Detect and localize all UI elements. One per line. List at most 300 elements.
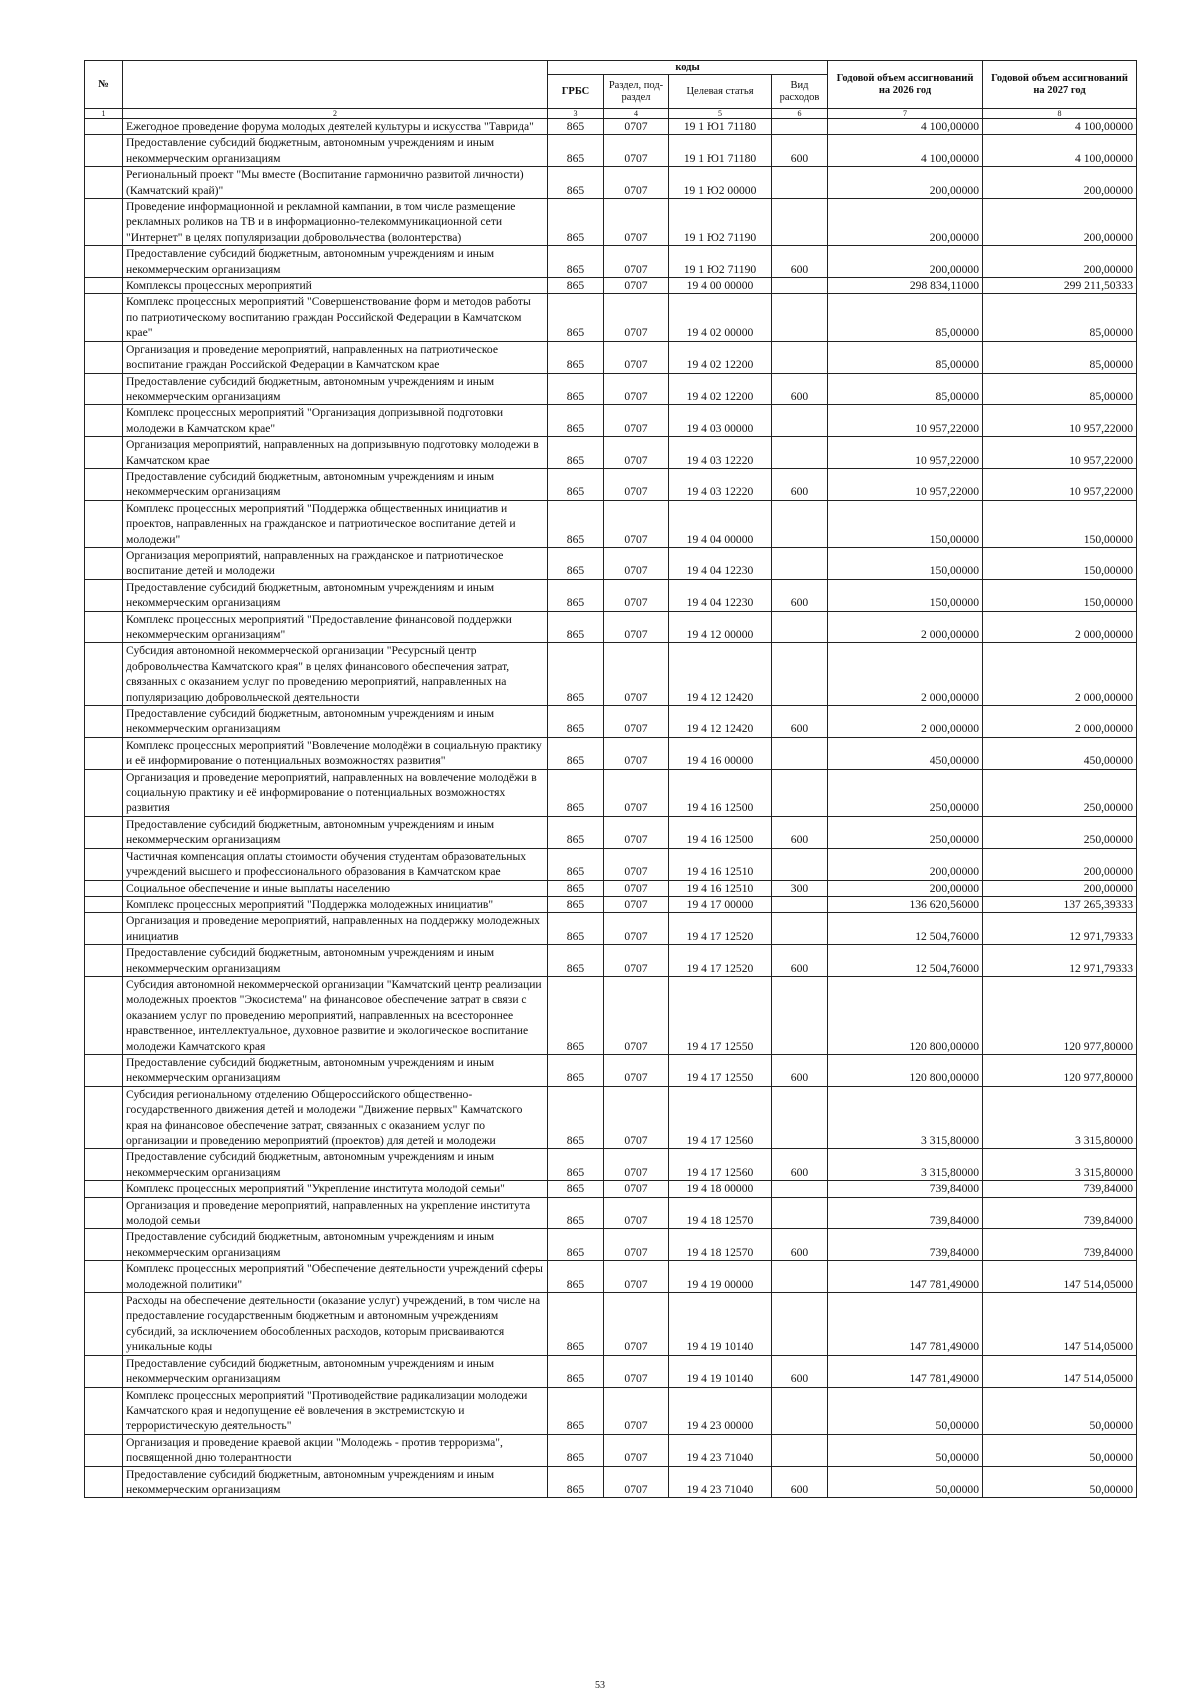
table-row: [85, 769, 1137, 816]
header-2026: Годовой объем ассигнований на 2026 год: [828, 61, 983, 109]
row-amount-2027: 150,00000: [983, 579, 1137, 611]
row-amount-2026: 739,84000: [828, 1229, 983, 1261]
row-target-article: 19 4 03 12220: [669, 468, 772, 500]
row-name: Организация мероприятий, направленных на допризывную подготовку молодежи в Камчатском крае: [123, 437, 548, 469]
row-name: Предоставление субсидий бюджетным, автономным учреждениям и иным некоммерческим организациям: [123, 1229, 548, 1261]
row-amount-2027: 10 957,22000: [983, 437, 1137, 469]
row-section: 0707: [604, 1355, 669, 1387]
row-number: [85, 769, 123, 816]
row-number: [85, 1466, 123, 1498]
row-amount-2026: 85,00000: [828, 294, 983, 341]
table-row: [85, 848, 1137, 880]
row-amount-2027: 200,00000: [983, 246, 1137, 278]
row-amount-2026: 50,00000: [828, 1434, 983, 1466]
colnum: 3: [548, 109, 604, 119]
column-numbers-row: [85, 109, 1137, 119]
row-number: [85, 341, 123, 373]
row-grbs: 865: [548, 468, 604, 500]
row-name: Комплекс процессных мероприятий "Поддержка общественных инициатив и проектов, направленных на гражданское и патриотическое воспитание детей и молодежи": [123, 500, 548, 547]
row-number: [85, 1149, 123, 1181]
row-amount-2027: 4 100,00000: [983, 135, 1137, 167]
row-amount-2027: 250,00000: [983, 816, 1137, 848]
row-amount-2027: 50,00000: [983, 1387, 1137, 1434]
row-target-article: 19 4 17 12520: [669, 913, 772, 945]
table-row: [85, 643, 1137, 706]
row-grbs: 865: [548, 1054, 604, 1086]
row-name: Комплекс процессных мероприятий "Вовлечение молодёжи в социальную практику и её информирование о потенциальных возможностях развития": [123, 737, 548, 769]
row-amount-2026: 85,00000: [828, 373, 983, 405]
row-number: [85, 1434, 123, 1466]
row-amount-2026: 3 315,80000: [828, 1086, 983, 1149]
row-expense-type: [772, 848, 828, 880]
row-name: Комплекс процессных мероприятий "Организация допризывной подготовки молодежи в Камчатском крае": [123, 405, 548, 437]
colnum: 8: [983, 109, 1137, 119]
row-expense-type: [772, 278, 828, 294]
row-grbs: 865: [548, 611, 604, 643]
row-target-article: 19 4 16 12510: [669, 880, 772, 896]
row-amount-2027: 2 000,00000: [983, 611, 1137, 643]
table-row: [85, 246, 1137, 278]
row-section: 0707: [604, 848, 669, 880]
row-grbs: 865: [548, 1181, 604, 1197]
row-amount-2026: 250,00000: [828, 769, 983, 816]
row-expense-type: [772, 199, 828, 246]
row-amount-2027: 739,84000: [983, 1181, 1137, 1197]
row-expense-type: 600: [772, 1466, 828, 1498]
colnum: 5: [669, 109, 772, 119]
row-target-article: 19 4 19 00000: [669, 1261, 772, 1293]
row-name: Комплекс процессных мероприятий "Совершенствование форм и методов работы по патриотическому воспитанию граждан Российской Федерации в Камчатском крае": [123, 294, 548, 341]
row-amount-2026: 3 315,80000: [828, 1149, 983, 1181]
table-row: [85, 816, 1137, 848]
row-expense-type: 600: [772, 373, 828, 405]
row-section: 0707: [604, 405, 669, 437]
row-section: 0707: [604, 547, 669, 579]
colnum: 2: [123, 109, 548, 119]
row-number: [85, 199, 123, 246]
row-amount-2026: 10 957,22000: [828, 437, 983, 469]
budget-sheet: [84, 60, 1136, 1498]
row-target-article: 19 4 17 12550: [669, 976, 772, 1054]
row-grbs: 865: [548, 1466, 604, 1498]
row-name: Предоставление субсидий бюджетным, автономным учреждениям и иным некоммерческим организациям: [123, 1466, 548, 1498]
row-section: 0707: [604, 643, 669, 706]
row-name: Предоставление субсидий бюджетным, автономным учреждениям и иным некоммерческим организациям: [123, 468, 548, 500]
row-amount-2026: 4 100,00000: [828, 135, 983, 167]
row-target-article: 19 4 04 00000: [669, 500, 772, 547]
row-grbs: 865: [548, 1387, 604, 1434]
row-section: 0707: [604, 1086, 669, 1149]
row-number: [85, 278, 123, 294]
row-amount-2027: 147 514,05000: [983, 1355, 1137, 1387]
row-number: [85, 913, 123, 945]
row-name: Организация и проведение мероприятий, направленных на укрепление института молодой семьи: [123, 1197, 548, 1229]
row-section: 0707: [604, 706, 669, 738]
row-grbs: 865: [548, 437, 604, 469]
row-target-article: 19 4 04 12230: [669, 547, 772, 579]
row-grbs: 865: [548, 1086, 604, 1149]
row-expense-type: 600: [772, 816, 828, 848]
row-expense-type: 600: [772, 1054, 828, 1086]
table-row: [85, 547, 1137, 579]
row-expense-type: 600: [772, 135, 828, 167]
table-row: [85, 706, 1137, 738]
table-row: [85, 1434, 1137, 1466]
row-amount-2027: 150,00000: [983, 500, 1137, 547]
row-target-article: 19 1 Ю1 71180: [669, 135, 772, 167]
row-amount-2026: 739,84000: [828, 1197, 983, 1229]
row-expense-type: [772, 1197, 828, 1229]
row-amount-2026: 12 504,76000: [828, 945, 983, 977]
table-row: [85, 1466, 1137, 1498]
row-expense-type: [772, 896, 828, 912]
row-grbs: 865: [548, 373, 604, 405]
row-expense-type: [772, 341, 828, 373]
row-expense-type: [772, 737, 828, 769]
row-amount-2027: 50,00000: [983, 1434, 1137, 1466]
table-row: [85, 500, 1137, 547]
table-row: [85, 1229, 1137, 1261]
row-expense-type: [772, 1387, 828, 1434]
header-target: Целевая статья: [669, 75, 772, 109]
row-amount-2027: 12 971,79333: [983, 945, 1137, 977]
row-amount-2027: 2 000,00000: [983, 706, 1137, 738]
row-grbs: 865: [548, 1261, 604, 1293]
row-section: 0707: [604, 769, 669, 816]
row-name: Предоставление субсидий бюджетным, автономным учреждениям и иным некоммерческим организациям: [123, 1355, 548, 1387]
row-amount-2026: 2 000,00000: [828, 706, 983, 738]
row-expense-type: [772, 643, 828, 706]
row-expense-type: 600: [772, 945, 828, 977]
table-row: [85, 294, 1137, 341]
row-name: Предоставление субсидий бюджетным, автономным учреждениям и иным некоммерческим организациям: [123, 579, 548, 611]
row-amount-2026: 50,00000: [828, 1466, 983, 1498]
row-amount-2027: 3 315,80000: [983, 1149, 1137, 1181]
row-grbs: 865: [548, 405, 604, 437]
row-target-article: 19 4 12 12420: [669, 643, 772, 706]
row-expense-type: [772, 437, 828, 469]
row-grbs: 865: [548, 737, 604, 769]
row-expense-type: 600: [772, 1355, 828, 1387]
row-amount-2027: 250,00000: [983, 769, 1137, 816]
row-target-article: 19 4 23 71040: [669, 1466, 772, 1498]
row-amount-2026: 10 957,22000: [828, 405, 983, 437]
row-number: [85, 373, 123, 405]
table-row: [85, 1293, 1137, 1356]
row-name: Организация и проведение мероприятий, направленных на патриотическое воспитание граждан Российской Федерации в Камчатском крае: [123, 341, 548, 373]
row-name: Комплекс процессных мероприятий "Укрепление института молодой семьи": [123, 1181, 548, 1197]
row-grbs: 865: [548, 706, 604, 738]
colnum: 6: [772, 109, 828, 119]
table-row: [85, 1197, 1137, 1229]
row-number: [85, 579, 123, 611]
row-expense-type: [772, 1434, 828, 1466]
row-number: [85, 706, 123, 738]
row-section: 0707: [604, 816, 669, 848]
row-target-article: 19 4 03 12220: [669, 437, 772, 469]
row-target-article: 19 1 Ю2 71190: [669, 246, 772, 278]
row-number: [85, 880, 123, 896]
header-expense-type: Вид расходов: [772, 75, 828, 109]
row-section: 0707: [604, 500, 669, 547]
row-number: [85, 500, 123, 547]
row-name: Предоставление субсидий бюджетным, автономным учреждениям и иным некоммерческим организациям: [123, 1149, 548, 1181]
table-row: [85, 1355, 1137, 1387]
row-name: Предоставление субсидий бюджетным, автономным учреждениям и иным некоммерческим организациям: [123, 1054, 548, 1086]
row-expense-type: [772, 547, 828, 579]
row-grbs: 865: [548, 1355, 604, 1387]
row-name: Расходы на обеспечение деятельности (оказание услуг) учреждений, в том числе на предоставление государственным бюджетным и автономным учреждениям субсидий, за исключением обособленных расходов, которым присваиваются уникальные коды: [123, 1293, 548, 1356]
row-section: 0707: [604, 611, 669, 643]
row-section: 0707: [604, 437, 669, 469]
row-amount-2026: 450,00000: [828, 737, 983, 769]
row-amount-2026: 147 781,49000: [828, 1261, 983, 1293]
row-name: Комплекс процессных мероприятий "Обеспечение деятельности учреждений сферы молодежной политики": [123, 1261, 548, 1293]
row-number: [85, 437, 123, 469]
row-grbs: 865: [548, 896, 604, 912]
row-expense-type: [772, 611, 828, 643]
row-number: [85, 737, 123, 769]
row-grbs: 865: [548, 135, 604, 167]
row-amount-2027: 147 514,05000: [983, 1261, 1137, 1293]
row-number: [85, 1181, 123, 1197]
row-section: 0707: [604, 945, 669, 977]
row-grbs: 865: [548, 500, 604, 547]
table-row: [85, 1261, 1137, 1293]
row-grbs: 865: [548, 119, 604, 135]
table-row: [85, 1181, 1137, 1197]
colnum: 1: [85, 109, 123, 119]
row-amount-2026: 2 000,00000: [828, 611, 983, 643]
table-row: [85, 737, 1137, 769]
row-name: Организация мероприятий, направленных на гражданское и патриотическое воспитание детей и молодежи: [123, 547, 548, 579]
row-target-article: 19 1 Ю2 71190: [669, 199, 772, 246]
row-target-article: 19 4 17 12560: [669, 1086, 772, 1149]
row-expense-type: [772, 500, 828, 547]
colnum: 4: [604, 109, 669, 119]
row-section: 0707: [604, 199, 669, 246]
header-section: Раздел, под-раздел: [604, 75, 669, 109]
row-amount-2026: 200,00000: [828, 246, 983, 278]
row-target-article: 19 4 02 00000: [669, 294, 772, 341]
row-grbs: 865: [548, 199, 604, 246]
row-target-article: 19 4 02 12200: [669, 373, 772, 405]
header-2027: Годовой объем ассигнований на 2027 год: [983, 61, 1137, 109]
row-target-article: 19 4 19 10140: [669, 1355, 772, 1387]
row-section: 0707: [604, 246, 669, 278]
table-row: [85, 278, 1137, 294]
row-target-article: 19 4 17 00000: [669, 896, 772, 912]
row-section: 0707: [604, 1293, 669, 1356]
row-grbs: 865: [548, 945, 604, 977]
row-amount-2026: 150,00000: [828, 579, 983, 611]
row-grbs: 865: [548, 579, 604, 611]
row-name: Частичная компенсация оплаты стоимости обучения студентам образовательных учреждений высшего и профессионального образования в Камчатском крае: [123, 848, 548, 880]
table-row: [85, 119, 1137, 135]
row-number: [85, 945, 123, 977]
row-name: Субсидия автономной некоммерческой организации "Камчатский центр реализации молодежных проектов "Экосистема" на финансовое обеспечение затрат в связи с оказанием услуг по проведению мероприятий, направленных на всестороннее нравственное, интеллектуальное, духовное развитие и экологическое воспитание молодежи Камчатского края: [123, 976, 548, 1054]
row-amount-2027: 10 957,22000: [983, 405, 1137, 437]
row-target-article: 19 4 17 12560: [669, 1149, 772, 1181]
row-amount-2026: 120 800,00000: [828, 976, 983, 1054]
row-amount-2027: 739,84000: [983, 1229, 1137, 1261]
row-target-article: 19 4 23 00000: [669, 1387, 772, 1434]
row-target-article: 19 4 18 12570: [669, 1197, 772, 1229]
table-row: [85, 373, 1137, 405]
row-section: 0707: [604, 1261, 669, 1293]
row-grbs: 865: [548, 167, 604, 199]
row-expense-type: [772, 1261, 828, 1293]
row-expense-type: 600: [772, 1149, 828, 1181]
row-name: Региональный проект "Мы вместе (Воспитание гармонично развитой личности) (Камчатский край)": [123, 167, 548, 199]
row-section: 0707: [604, 167, 669, 199]
row-expense-type: [772, 913, 828, 945]
row-number: [85, 643, 123, 706]
row-name: Социальное обеспечение и иные выплаты населению: [123, 880, 548, 896]
row-grbs: 865: [548, 1293, 604, 1356]
row-amount-2026: 12 504,76000: [828, 913, 983, 945]
row-number: [85, 1086, 123, 1149]
row-amount-2027: 200,00000: [983, 199, 1137, 246]
table-row: [85, 405, 1137, 437]
row-name: Предоставление субсидий бюджетным, автономным учреждениям и иным некоммерческим организациям: [123, 135, 548, 167]
row-grbs: 865: [548, 880, 604, 896]
row-section: 0707: [604, 278, 669, 294]
row-amount-2026: 200,00000: [828, 880, 983, 896]
row-amount-2026: 150,00000: [828, 547, 983, 579]
row-section: 0707: [604, 1149, 669, 1181]
row-name: Организация и проведение мероприятий, направленных на поддержку молодежных инициатив: [123, 913, 548, 945]
row-section: 0707: [604, 468, 669, 500]
row-grbs: 865: [548, 1229, 604, 1261]
row-section: 0707: [604, 294, 669, 341]
row-amount-2026: 2 000,00000: [828, 643, 983, 706]
row-target-article: 19 4 16 12510: [669, 848, 772, 880]
row-target-article: 19 4 23 71040: [669, 1434, 772, 1466]
row-section: 0707: [604, 913, 669, 945]
row-amount-2027: 85,00000: [983, 373, 1137, 405]
row-number: [85, 1261, 123, 1293]
row-amount-2026: 739,84000: [828, 1181, 983, 1197]
row-amount-2026: 200,00000: [828, 167, 983, 199]
row-grbs: 865: [548, 816, 604, 848]
row-expense-type: [772, 1086, 828, 1149]
row-expense-type: [772, 976, 828, 1054]
row-name: Предоставление субсидий бюджетным, автономным учреждениям и иным некоммерческим организациям: [123, 945, 548, 977]
row-expense-type: 600: [772, 706, 828, 738]
row-name: Предоставление субсидий бюджетным, автономным учреждениям и иным некоммерческим организациям: [123, 706, 548, 738]
row-amount-2026: 147 781,49000: [828, 1293, 983, 1356]
row-grbs: 865: [548, 341, 604, 373]
row-amount-2027: 120 977,80000: [983, 976, 1137, 1054]
row-number: [85, 1054, 123, 1086]
row-amount-2027: 85,00000: [983, 294, 1137, 341]
row-amount-2027: 12 971,79333: [983, 913, 1137, 945]
row-name: Комплексы процессных мероприятий: [123, 278, 548, 294]
row-number: [85, 976, 123, 1054]
row-target-article: 19 4 18 12570: [669, 1229, 772, 1261]
row-number: [85, 816, 123, 848]
row-grbs: 865: [548, 643, 604, 706]
row-expense-type: [772, 405, 828, 437]
header-grbs: ГРБС: [548, 75, 604, 109]
row-amount-2026: 200,00000: [828, 199, 983, 246]
row-amount-2027: 450,00000: [983, 737, 1137, 769]
row-amount-2027: 200,00000: [983, 880, 1137, 896]
row-amount-2027: 739,84000: [983, 1197, 1137, 1229]
table-row: [85, 896, 1137, 912]
row-name: Предоставление субсидий бюджетным, автономным учреждениям и иным некоммерческим организациям: [123, 246, 548, 278]
row-grbs: 865: [548, 547, 604, 579]
row-expense-type: [772, 1293, 828, 1356]
row-expense-type: [772, 1181, 828, 1197]
table-row: [85, 611, 1137, 643]
row-name: Ежегодное проведение форума молодых деятелей культуры и искусства "Таврида": [123, 119, 548, 135]
row-grbs: 865: [548, 913, 604, 945]
row-amount-2027: 85,00000: [983, 341, 1137, 373]
page-number: 53: [595, 1680, 605, 1691]
row-amount-2026: 85,00000: [828, 341, 983, 373]
row-section: 0707: [604, 976, 669, 1054]
row-section: 0707: [604, 1229, 669, 1261]
row-number: [85, 246, 123, 278]
row-section: 0707: [604, 579, 669, 611]
row-target-article: 19 4 17 12550: [669, 1054, 772, 1086]
row-target-article: 19 4 12 00000: [669, 611, 772, 643]
row-target-article: 19 4 03 00000: [669, 405, 772, 437]
row-section: 0707: [604, 1434, 669, 1466]
row-expense-type: 300: [772, 880, 828, 896]
table-row: [85, 1086, 1137, 1149]
row-expense-type: [772, 769, 828, 816]
colnum: 7: [828, 109, 983, 119]
row-section: 0707: [604, 373, 669, 405]
row-expense-type: 600: [772, 468, 828, 500]
row-name: Субсидия автономной некоммерческой организации "Ресурсный центр добровольчества Камчатского края" в целях финансового обеспечения затрат, связанных с оказанием услуг по проведению мероприятий, направленных на популяризацию добровольческой деятельности: [123, 643, 548, 706]
row-grbs: 865: [548, 1149, 604, 1181]
row-name: Субсидия региональному отделению Общероссийского общественно-государственного движения детей и молодежи "Движение первых" Камчатского края на финансовое обеспечение затрат, связанных с оказанием услуг по организации и проведению мероприятий (проектов) для детей и молодежи: [123, 1086, 548, 1149]
row-number: [85, 611, 123, 643]
row-amount-2027: 147 514,05000: [983, 1293, 1137, 1356]
row-section: 0707: [604, 135, 669, 167]
row-amount-2026: 120 800,00000: [828, 1054, 983, 1086]
row-target-article: 19 4 16 00000: [669, 737, 772, 769]
row-grbs: 865: [548, 1434, 604, 1466]
row-amount-2027: 4 100,00000: [983, 119, 1137, 135]
table-row: [85, 1387, 1137, 1434]
row-name: Проведение информационной и рекламной кампании, в том числе размещение рекламных роликов на ТВ и в информационно-телекоммуникационной сети "Интернет" в целях популяризации добровольчества (волонтерства): [123, 199, 548, 246]
row-number: [85, 848, 123, 880]
row-number: [85, 1293, 123, 1356]
row-name: Организация и проведение краевой акции "Молодежь - против терроризма", посвященной дню толерантности: [123, 1434, 548, 1466]
row-target-article: 19 1 Ю1 71180: [669, 119, 772, 135]
row-number: [85, 468, 123, 500]
row-amount-2026: 250,00000: [828, 816, 983, 848]
row-number: [85, 405, 123, 437]
row-amount-2027: 2 000,00000: [983, 643, 1137, 706]
row-number: [85, 1387, 123, 1434]
row-number: [85, 1229, 123, 1261]
row-number: [85, 135, 123, 167]
row-section: 0707: [604, 737, 669, 769]
row-target-article: 19 4 16 12500: [669, 769, 772, 816]
row-amount-2027: 3 315,80000: [983, 1086, 1137, 1149]
row-expense-type: 600: [772, 579, 828, 611]
table-row: [85, 135, 1137, 167]
row-number: [85, 547, 123, 579]
budget-table: [84, 60, 1137, 1498]
row-name: Комплекс процессных мероприятий "Предоставление финансовой поддержки некоммерческим организациям": [123, 611, 548, 643]
